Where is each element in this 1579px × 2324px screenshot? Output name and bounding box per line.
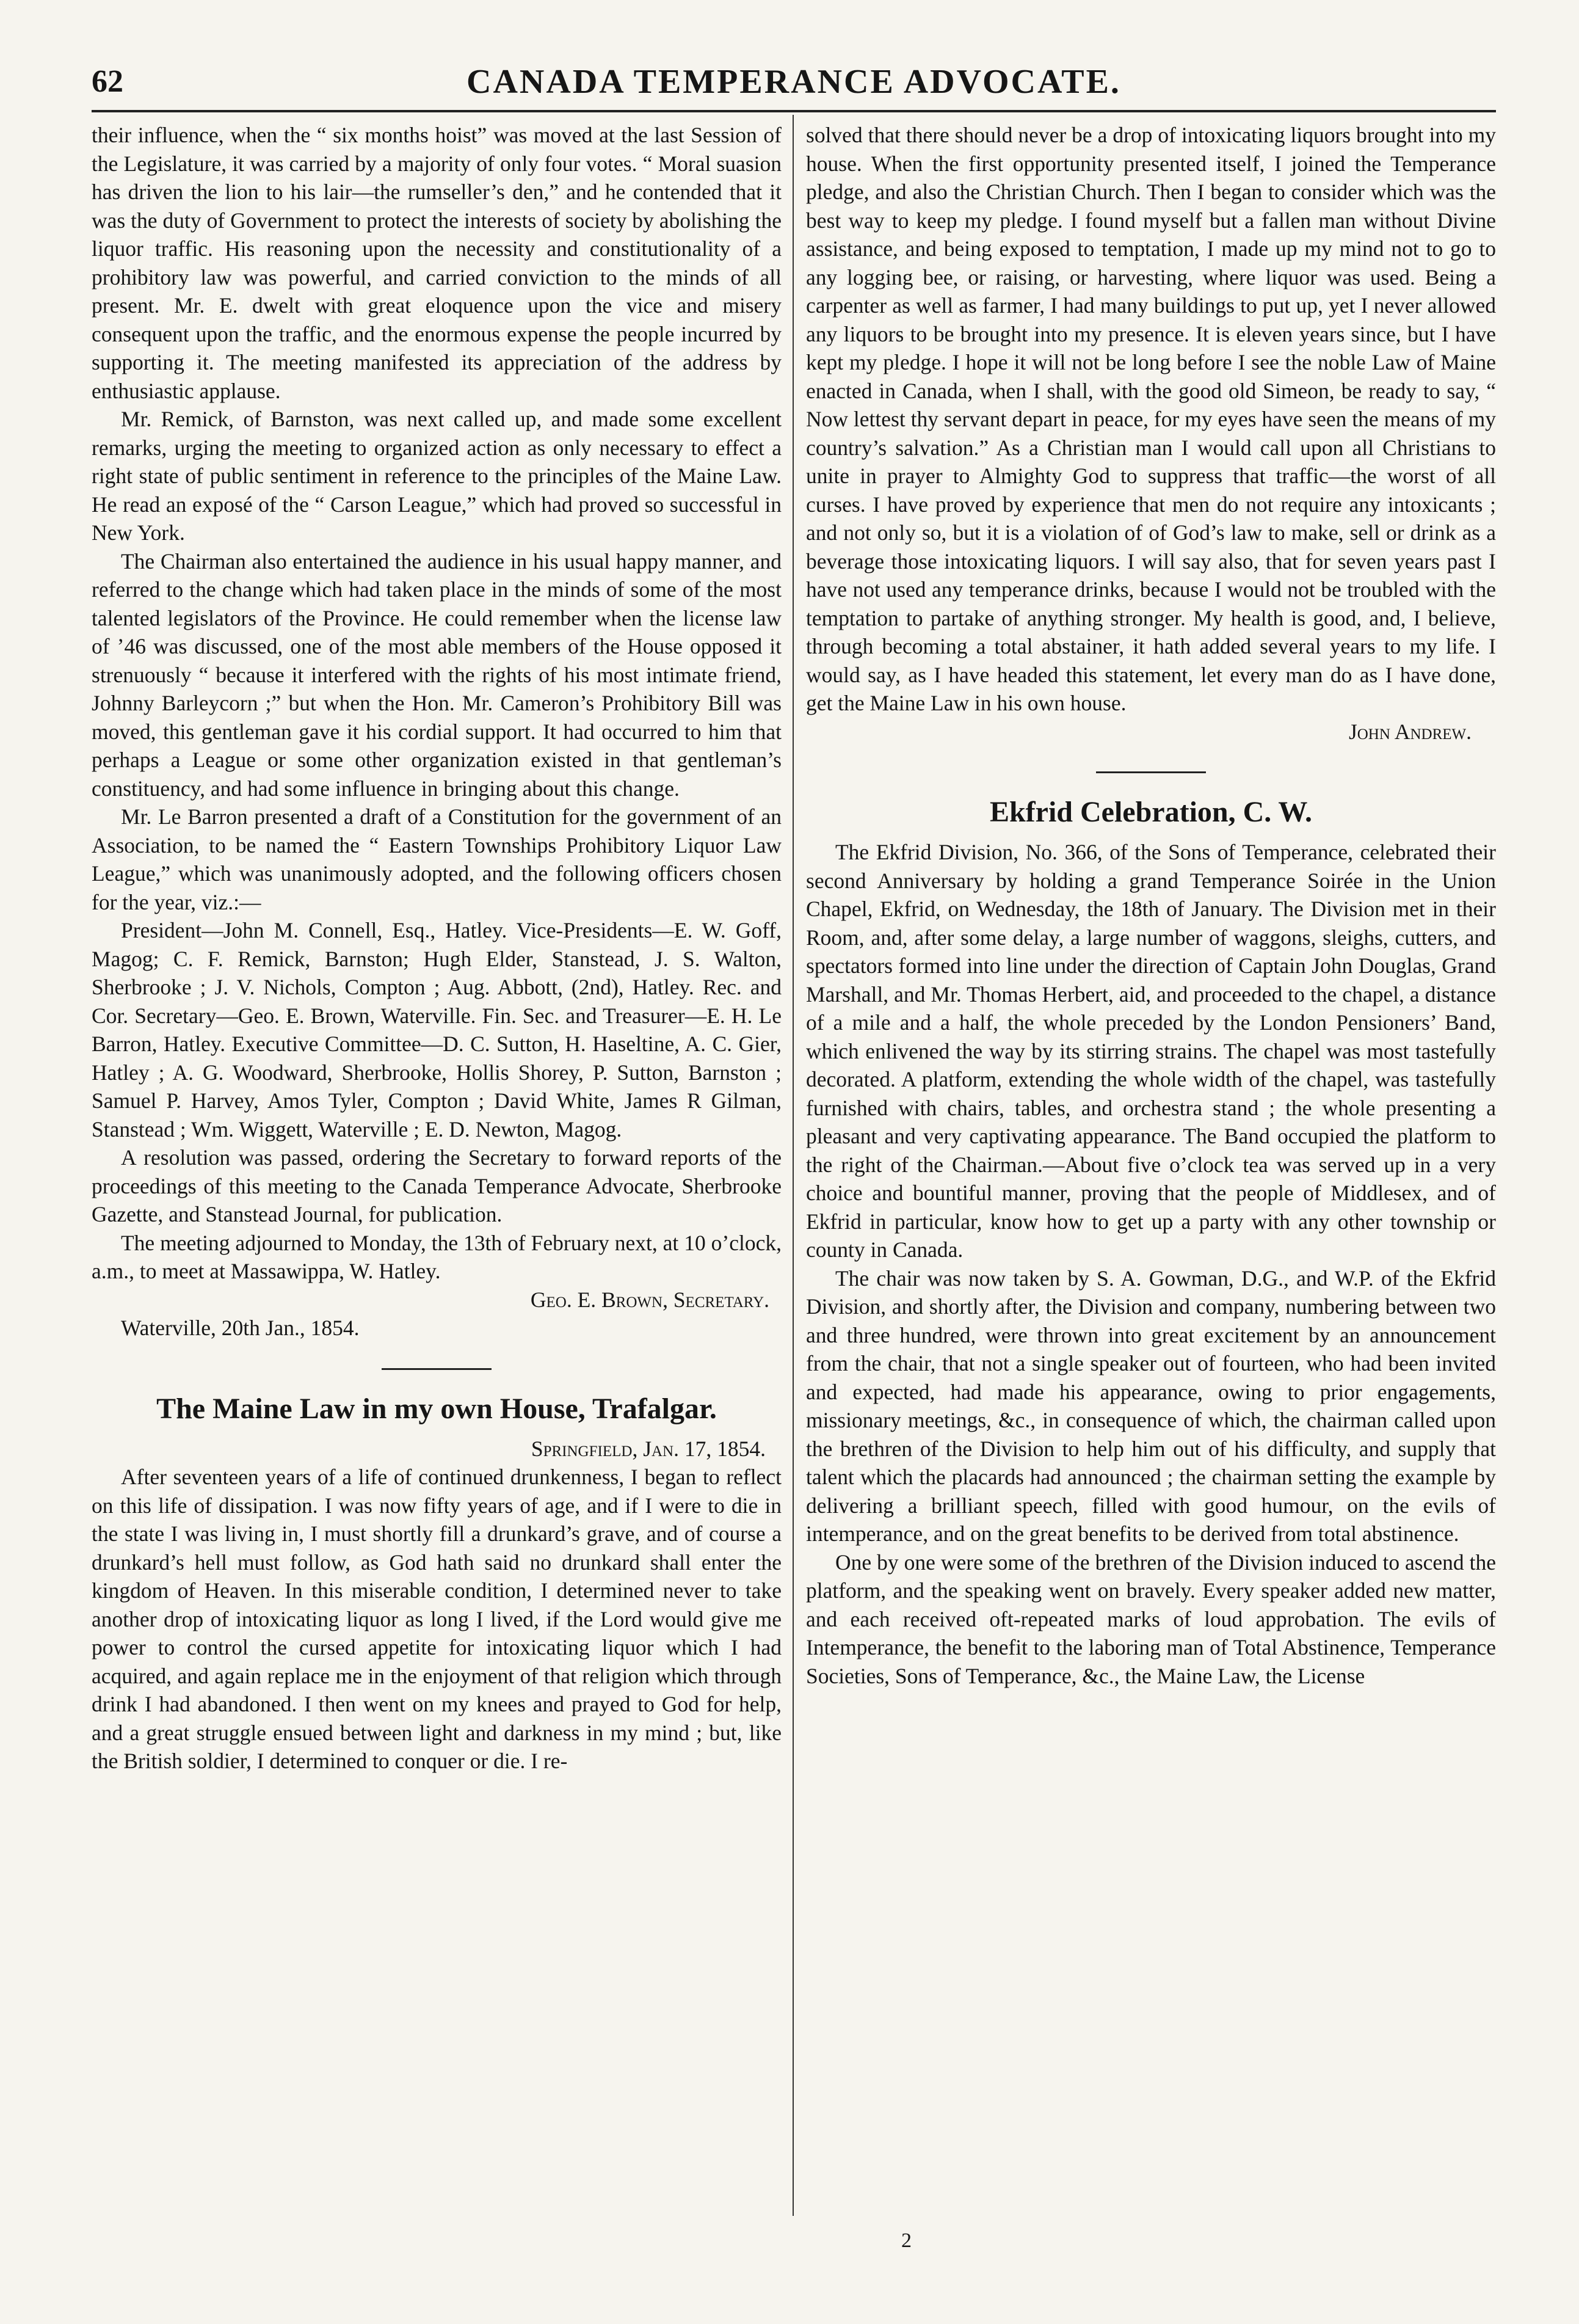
page-header bbox=[92, 60, 1496, 104]
paragraph: One by one were some of the brethren of the Division induced to ascend the platform, and the speaking went on bravely. Every speaker added new matter, and each received oft-repeated marks of loud approbation. The evils of Intemperance, the benefit to the laboring man of Total Abstinence, Temperance Societies, Sons of Temperance, &c., the Maine Law, the License bbox=[806, 1550, 1496, 1688]
paragraph: The Ekfrid Division, No. 366, of the Sons of Temperance, celebrated their second Anniversary by holding a grand Temperance Soirée in the Union Chapel, Ekfrid, on Wednesday, the 18th of January. The Division met in their Room, and, after some delay, a large number of waggons, sleighs, cutters, and spectators formed into line under the direction of Captain John Douglas, Grand Marshall, and Mr. Thomas Herbert, aid, and proceeded to the chapel, a distance of a mile and a half, the whole preceded by the London Pensioners’ Band, which enlivened the way by its stirring strains. The chapel was most tastefully decorated. A platform, extending the whole width of the chapel, was tastefully furnished with chairs, tables, and orchestra stand ; the whole presenting a pleasant and very captivating appearance. The Band occupied the platform to the right of the Chairman.—About five o’clock tea was served up in a very choice and bountiful manner, proving that the people of Middlesex, and of Ekfrid in particular, know how to get up a party with any other township or county in Canada. bbox=[806, 840, 1496, 1262]
right-column bbox=[806, 121, 1496, 2216]
column-divider bbox=[793, 115, 794, 2216]
paragraph: solved that there should never be a drop of intoxicating liquors brought into my house. When the first opportunity presented itself, I joined the Temperance pledge, and also the Christian Church. Then I began to consider which was the best way to keep my pledge. I found myself but a fallen man without Divine assistance, and being exposed to temptation, I made up my mind not to go to any logging bee, or raising, or harvesting, where liquor was used. Being a carpenter as well as farmer, I had many buildings to put up, yet I never allowed any liquors to be brought into my presence. It is eleven years since, but I have kept my pledge. I hope it will not be long before I see the noble Law of Maine enacted in Canada, when I shall, with the good old Simeon, be ready to say, “ Now lettest thy servant depart in peace, for my eyes have seen the means of my country’s salvation.” As a Christian man I would call upon all Christians to unite in prayer to Almighty God to suppress that traffic—the worst of all curses. I have proved by experience that men do not require any intoxicants ; and not only so, but it is a violation of of God’s law to make, sell or drink as a beverage those intoxicating liquors. I will say also, that for seven years past I have not used any temperance drinks, because I would not be troubled with the temptation to partake of anything stronger. My health is good, and, I believe, through becoming a total abstainer, it hath added several years to my life. I would say, as I have headed this statement, let every man do as I have done, get the Maine Law in his own house. bbox=[806, 123, 1496, 715]
paragraph: Mr. Remick, of Barnston, was next called up, and made some excellent remarks, urging the meeting to organized action as only necessary to effect a right state of public sentiment in reference to the principles of the Maine Law. He read an exposé of the “ Carson League,” which had proved so successful in New York. bbox=[92, 407, 782, 545]
article-title: Ekfrid Celebration, C. W. bbox=[989, 796, 1313, 828]
page-number: 62 bbox=[92, 64, 123, 99]
paragraph: The meeting adjourned to Monday, the 13th of February next, at 10 o’clock, a.m., to meet at Massawippa, W. Hatley. bbox=[92, 1230, 782, 1283]
paragraph: Mr. Le Barron presented a draft of a Constitution for the government of an Association, to be named the “ Eastern Townships Prohibitory Liquor Law League,” which was unanimously adopted, and the following officers chosen for the year, viz.:— bbox=[92, 804, 782, 914]
paragraph: After seventeen years of a life of continued drunkenness, I began to reflect on this life of dissipation. I was now fifty years of age, and if I were to die in the state I was living in, I must shortly fill a drunkard’s grave, and of course a drunkard’s hell must follow, as God hath said no drunkard shall enter the kingdom of Heaven. In this miserable condition, I determined never to take another drop of intoxicating liquor as long I lived, if the Lord would give me power to control the cursed appetite for intoxicating liquor which I had acquired, and again replace me in the enjoyment of that religion which through drink I had abandoned. I then went on my knees and prayed to God for help, and a great struggle ensued between light and darkness in my mind ; but, like the British soldier, I determined to conquer or die. I re- bbox=[92, 1465, 782, 1773]
paragraph: President—John M. Connell, Esq., Hatley. Vice-Presidents—E. W. Goff, Magog; C. F. Remick, Barnston; Hugh Elder, Stanstead, J. S. Walton, Sherbrooke ; J. V. Nichols, Compton ; Aug. Abbott, (2nd), Hatley. Rec. and Cor. Secretary—Geo. E. Brown, Waterville. Fin. Sec. and Treasurer—E. H. Le Barron, Hatley. Executive Committee—D. C. Sutton, H. Haseltine, A. C. Gier, Hatley ; A. G. Woodward, Sherbrooke, Hollis Shorey, P. Sutton, Barnston ; Samuel P. Harvey, Amos Tyler, Compton ; David White, James R Gilman, Stanstead ; Wm. Wiggett, Waterville ; E. D. Newton, Magog. bbox=[92, 918, 782, 1142]
secretary-signature: Geo. E. Brown, Secretary. bbox=[530, 1287, 769, 1312]
left-column bbox=[92, 121, 782, 2216]
section-rule bbox=[1096, 771, 1206, 773]
article-dateline: Springfield, Jan. 17, 1854. bbox=[531, 1436, 766, 1461]
paragraph: The Chairman also entertained the audience in his usual happy manner, and referred to the change which had taken place in the minds of some of the most talented legislators of the Province. He could remember when the license law of ’46 was discussed, one of the most able members of the House opposed it strenuously “ because it interfered with the rights of his most intimate friend, Johnny Barleycorn ;” but when the Hon. Mr. Cameron’s Prohibitory Bill was moved, this gentleman gave it his cordial support. It had occurred to him that perhaps a League or some other organization existed in that gentleman’s constituency, and had some influence in bringing about this change. bbox=[92, 548, 782, 801]
journal-title: CANADA TEMPERANCE ADVOCATE. bbox=[466, 63, 1121, 101]
paragraph: A resolution was passed, ordering the Secretary to forward reports of the proceedings of this meeting to the Canada Temperance Advocate, Sherbrooke Gazette, and Stanstead Journal, for publication. bbox=[92, 1145, 782, 1226]
article-title: The Maine Law in my own House, Trafalgar. bbox=[156, 1392, 717, 1425]
signature-mark: 2 bbox=[901, 2229, 912, 2252]
header-rule bbox=[92, 110, 1496, 112]
paragraph: The chair was now taken by S. A. Gowman, D.G., and W.P. of the Ekfrid Division, and shortly after, the Division and company, numbering between two and three hundred, were thrown into great excitement by an announcement from the chair, that not a single speaker out of fourteen, who had been invited and expected, had made his appearance, owing to prior engagements, missionary meetings, &c., in consequence of which, the chairman called upon the brethren of the Division to help him out of his difficulty, and supply that talent which the placards had announced ; the chairman setting the example by delivering a brilliant speech, filled with good humour, on the evils of intemperance, and on the great benefits to be derived from total abstinence. bbox=[806, 1266, 1496, 1546]
letter-dateline: Waterville, 20th Jan., 1854. bbox=[121, 1316, 360, 1340]
author-signature: John Andrew. bbox=[1348, 719, 1472, 744]
paragraph: their influence, when the “ six months hoist” was moved at the last Session of the Legislature, it was carried by a majority of only four votes. “ Moral suasion has driven the lion to his lair—the rumseller’s den,” and he contended that it was the duty of Government to protect the interests of society by abolishing the liquor traffic. His reasoning upon the necessity and constitutionality of a prohibitory law was powerful, and carried conviction to the minds of all present. Mr. E. dwelt with great eloquence upon the vice and misery consequent upon the traffic, and the enormous expense the people incurred by supporting it. The meeting manifested its appreciation of the address by enthusiastic applause. bbox=[92, 123, 782, 403]
section-rule bbox=[382, 1368, 492, 1370]
